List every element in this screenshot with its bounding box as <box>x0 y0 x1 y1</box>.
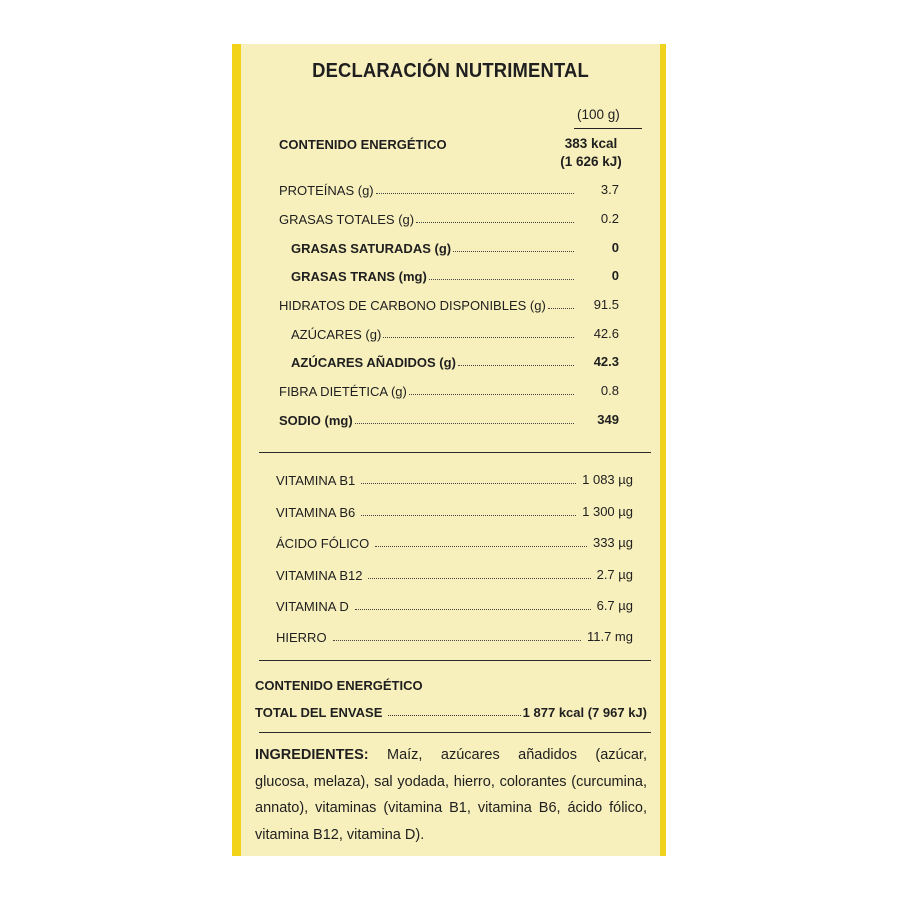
vitamin-value: 1 083 µg <box>582 472 633 487</box>
energy-kcal: 383 kcal <box>564 136 618 151</box>
leader-dots <box>361 515 576 516</box>
nutrient-label: PROTEÍNAS (g) <box>279 183 374 198</box>
leader-dots <box>388 715 520 716</box>
nutrient-row <box>279 408 619 428</box>
nutrient-value: 42.6 <box>593 326 619 341</box>
vitamin-value: 11.7 mg <box>586 629 633 644</box>
total-energy-sublabel: TOTAL DEL ENVASE <box>255 705 383 720</box>
nutrient-value: 0.2 <box>600 211 619 226</box>
leader-dots <box>355 609 591 610</box>
leader-dots <box>548 308 574 309</box>
vitamin-value: 1 300 µg <box>582 504 633 519</box>
leader-dots <box>376 193 574 194</box>
per-100g-header: (100 g) <box>577 107 620 122</box>
nutrient-label: FIBRA DIETÉTICA (g) <box>279 384 407 399</box>
ingredients-label: INGREDIENTES: <box>255 747 369 763</box>
total-energy-value: 1 877 kcal (7 967 kJ) <box>522 705 647 720</box>
leader-dots <box>361 483 576 484</box>
ingredients-text: Maíz, azúcares añadidos (azúcar, glucosa, melaza), sal yodada, hierro, colorantes (curcumina, annato), vitaminas (vitamina B1, vitamina B6, ácido fólico, vitamina B12, vitamina D). <box>255 747 647 843</box>
energy-kj: (1 626 kJ) <box>560 154 622 169</box>
vitamin-label: VITAMINA B12 <box>276 568 363 583</box>
nutrient-row <box>279 207 619 227</box>
nutrient-label: AZÚCARES AÑADIDOS (g) <box>291 355 456 370</box>
nutrient-row <box>291 236 619 256</box>
vitamin-label: HIERRO <box>276 630 327 645</box>
total-energy-label: CONTENIDO ENERGÉTICO <box>255 678 423 693</box>
nutrient-label: SODIO (mg) <box>279 413 353 428</box>
leader-dots <box>333 640 581 641</box>
ingredients-block <box>255 742 647 848</box>
nutrient-value: 0 <box>611 240 619 255</box>
leader-dots <box>375 546 587 547</box>
vitamin-row <box>276 563 633 583</box>
leader-dots <box>355 423 574 424</box>
section-divider <box>259 732 651 733</box>
section-divider <box>259 452 651 453</box>
nutrition-label <box>232 44 666 856</box>
nutrient-value: 0 <box>611 268 619 283</box>
vitamin-label: VITAMINA B1 <box>276 473 356 488</box>
nutrient-row <box>291 264 619 284</box>
energy-label: CONTENIDO ENERGÉTICO <box>279 137 447 152</box>
nutrient-row <box>279 178 619 198</box>
per-header-underline <box>574 128 642 129</box>
nutrient-row <box>291 322 619 342</box>
nutrient-value: 3.7 <box>600 182 619 197</box>
leader-dots <box>416 222 574 223</box>
leader-dots <box>368 578 590 579</box>
nutrient-label: GRASAS TRANS (mg) <box>291 269 427 284</box>
vitamin-row <box>276 625 633 645</box>
vitamin-row <box>276 468 633 488</box>
leader-dots <box>429 279 574 280</box>
section-divider <box>259 660 651 661</box>
vitamin-label: ÁCIDO FÓLICO <box>276 536 370 551</box>
total-energy-row <box>255 700 647 720</box>
nutrient-label: GRASAS SATURADAS (g) <box>291 241 452 256</box>
vitamin-value: 2.7 µg <box>596 567 633 582</box>
nutrient-label: AZÚCARES (g) <box>291 327 382 342</box>
nutrient-row <box>291 350 619 370</box>
leader-dots <box>383 337 574 338</box>
nutrient-value: 349 <box>597 412 619 427</box>
nutrient-value: 91.5 <box>593 297 619 312</box>
vitamin-row <box>276 531 633 551</box>
vitamin-label: VITAMINA D <box>276 599 349 614</box>
vitamin-row <box>276 594 633 614</box>
nutrient-row <box>279 293 619 313</box>
label-title: DECLARACIÓN NUTRIMENTAL <box>312 60 589 82</box>
leader-dots <box>409 394 574 395</box>
vitamin-value: 6.7 µg <box>596 598 633 613</box>
nutrient-value: 42.3 <box>593 354 619 369</box>
leader-dots <box>453 251 574 252</box>
nutrient-row <box>279 379 619 399</box>
vitamin-value: 333 µg <box>592 535 633 550</box>
vitamin-label: VITAMINA B6 <box>276 505 356 520</box>
vitamin-row <box>276 500 633 520</box>
nutrient-label: GRASAS TOTALES (g) <box>279 212 415 227</box>
nutrient-value: 0.8 <box>600 383 619 398</box>
leader-dots <box>458 365 574 366</box>
nutrient-label: HIDRATOS DE CARBONO DISPONIBLES (g) <box>279 298 546 313</box>
